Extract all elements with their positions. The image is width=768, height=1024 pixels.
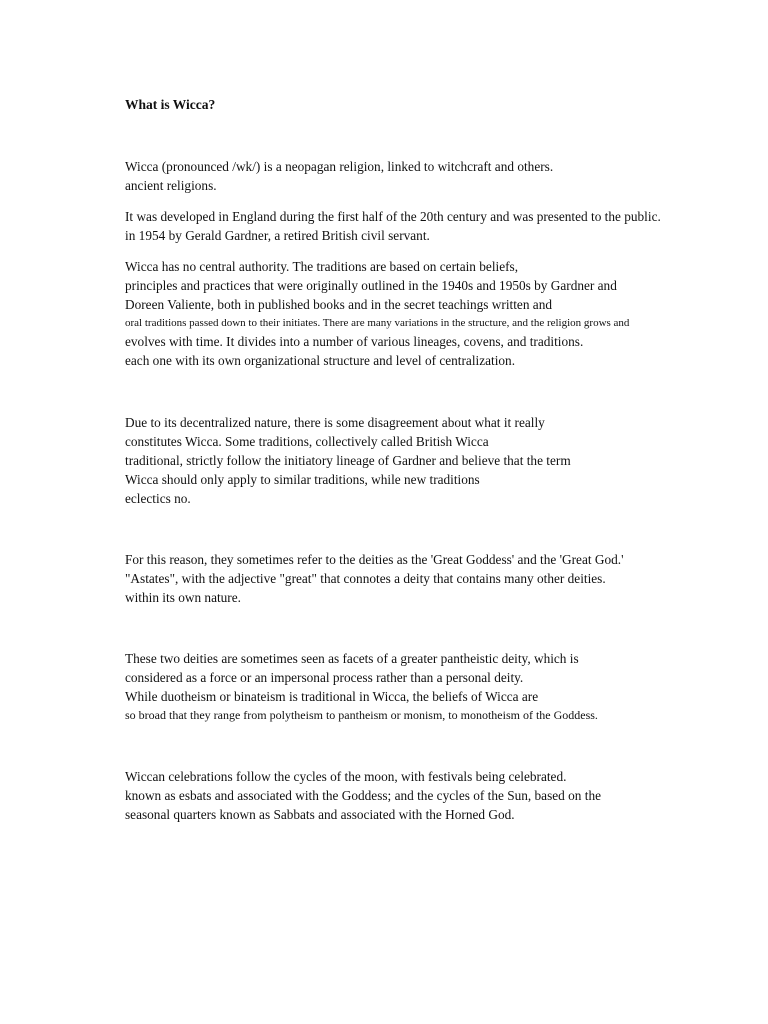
paragraph-6-line-2: considered as a force or an impersonal process rather than a personal deity. [125,670,524,685]
paragraph-7-line-2: known as esbats and associated with the Goddess; and the cycles of the Sun, based on the [125,788,601,803]
paragraph-3-line-3: Doreen Valiente, both in published books and in the secret teachings written and [125,297,552,312]
paragraph-4-line-4: Wicca should only apply to similar traditions, while new traditions [125,472,480,487]
paragraph-1-line-2: ancient religions. [125,178,217,193]
paragraph-1-line-1: Wicca (pronounced /wk/) is a neopagan religion, linked to witchcraft and others. [125,159,554,174]
paragraph-3-line-2: principles and practices that were originally outlined in the 1940s and 1950s by Gardner and [125,278,617,293]
paragraph-2-line-1: It was developed in England during the first half of the 20th century and was presented to the public. [125,209,661,224]
paragraph-3-line-4: oral traditions passed down to their initiates. There are many variations in the structure, and the religion grows and [125,317,630,329]
paragraph-5-line-3: within its own nature. [125,590,241,605]
paragraph-7-line-1: Wiccan celebrations follow the cycles of the moon, with festivals being celebrated. [125,769,567,784]
paragraph-5-line-1: For this reason, they sometimes refer to the deities as the 'Great Goddess' and the 'Great God.' [125,552,624,567]
paragraph-3-line-6: each one with its own organizational structure and level of centralization. [125,353,516,368]
paragraph-3-line-1: Wicca has no central authority. The traditions are based on certain beliefs, [125,259,519,274]
paragraph-5-line-2: "Astates", with the adjective "great" that connotes a deity that contains many other deities. [125,571,606,586]
paragraph-4-line-2: constitutes Wicca. Some traditions, collectively called British Wicca [125,434,489,449]
document-title: What is Wicca? [125,97,216,112]
paragraph-6-line-1: These two deities are sometimes seen as facets of a greater pantheistic deity, which is [125,651,579,666]
paragraph-6-line-4: so broad that they range from polytheism to pantheism or monism, to monotheism of the Goddess. [125,708,598,722]
paragraph-2-line-2: in 1954 by Gerald Gardner, a retired British civil servant. [125,228,430,243]
paragraph-7-line-3: seasonal quarters known as Sabbats and associated with the Horned God. [125,807,515,822]
paragraph-4-line-3: traditional, strictly follow the initiatory lineage of Gardner and believe that the term [125,453,571,468]
paragraph-4-line-1: Due to its decentralized nature, there is some disagreement about what it really [125,415,545,430]
paragraph-3-line-5: evolves with time. It divides into a number of various lineages, covens, and traditions. [125,334,584,349]
paragraph-6-line-3: While duotheism or binateism is traditional in Wicca, the beliefs of Wicca are [125,689,539,704]
paragraph-4-line-5: eclectics no. [125,491,191,506]
